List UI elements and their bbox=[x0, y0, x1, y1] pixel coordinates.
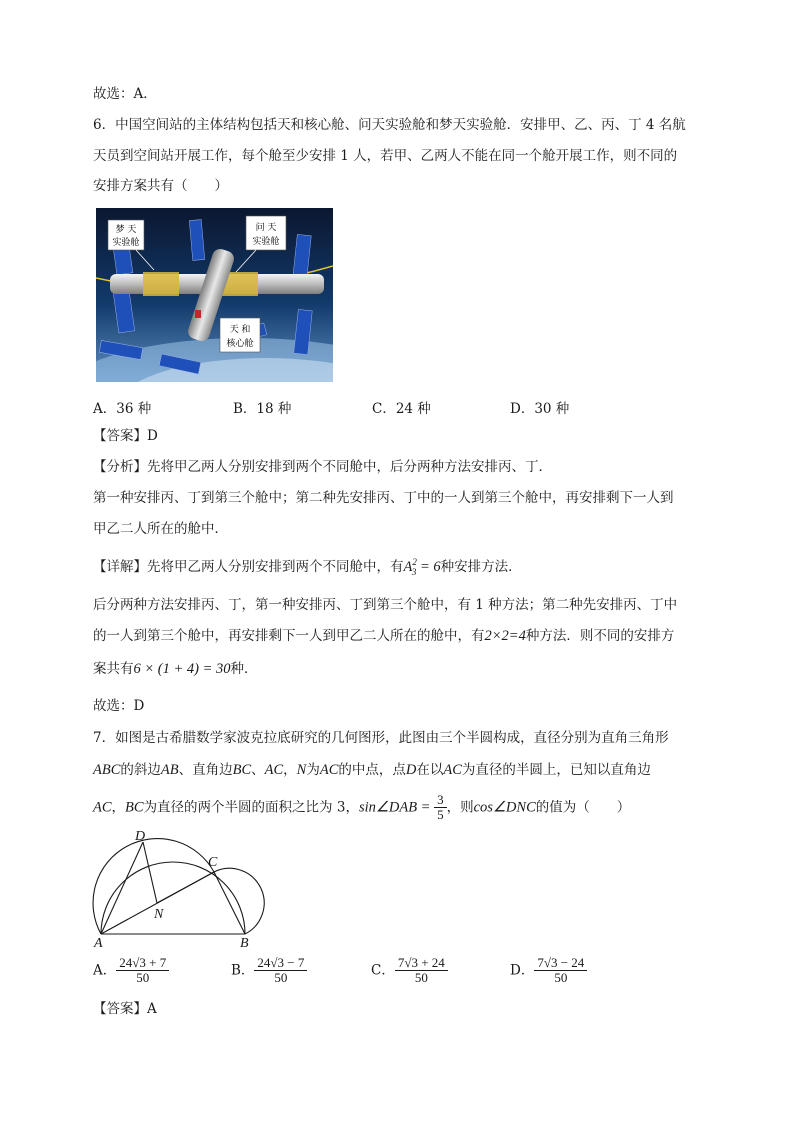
q6-stem-line3: 安排方案共有（ ） bbox=[93, 178, 228, 194]
q7-seg: 的值为（ ） bbox=[535, 799, 631, 816]
point-a-label: A bbox=[94, 936, 103, 948]
detail3-text-b: 种方法．则不同的安排方 bbox=[525, 628, 675, 644]
answer-value: D bbox=[147, 428, 158, 444]
analysis-tag: 【分析】 bbox=[93, 459, 147, 475]
answer-value: A bbox=[147, 1001, 157, 1017]
total-formula: 6 × (1 + 4) = 30 bbox=[133, 661, 231, 677]
q6-detail-line3 bbox=[93, 628, 674, 645]
point-b-label: B bbox=[240, 936, 249, 948]
q7-seg: 的中点，点 bbox=[338, 762, 406, 778]
q7-option-a bbox=[93, 956, 169, 986]
q7-seg: ABC bbox=[93, 762, 121, 778]
previous-choice: 故选：A． bbox=[93, 86, 157, 102]
q7-stem-line1: 7．如图是古希腊数学家波克拉底研究的几何图形，此图由三个半圆构成，直径分别为直角三角形 bbox=[93, 730, 669, 746]
q7-seg: ， bbox=[111, 799, 126, 816]
detail-tag: 【详解】 bbox=[93, 558, 147, 575]
q7-seg: 、直角边 bbox=[178, 762, 233, 778]
q7-seg: ，则 bbox=[446, 799, 474, 816]
wentian-label-line1: 问 天 bbox=[255, 223, 277, 233]
option-fraction: $\frac{24√3 + 7}{50}$ bbox=[116, 956, 169, 986]
q7-seg: N bbox=[296, 762, 307, 778]
detail4-text-b: 种． bbox=[230, 661, 258, 677]
point-n-label: N bbox=[154, 907, 164, 922]
q6-option-b: B．18 种 bbox=[233, 401, 292, 417]
option-letter: C． bbox=[371, 962, 395, 979]
q6-analysis-line2: 第一种安排丙、丁到第三个舱中；第二种先安排丙、丁中的一人到第三个舱中，再安排剩下一人到 bbox=[93, 490, 674, 506]
semicircles-figure bbox=[90, 826, 270, 948]
q7-option-b bbox=[231, 956, 307, 986]
point-d-label: D bbox=[135, 829, 146, 844]
mengtian-label-line2: 实验舱 bbox=[112, 238, 140, 248]
q7-seg: AC bbox=[443, 762, 462, 778]
q6-option-a: A．36 种 bbox=[93, 401, 152, 417]
answer-tag: 【答案】 bbox=[93, 428, 147, 444]
tianhe-label-line2: 核心舱 bbox=[226, 339, 254, 349]
q6-choose: 故选：D bbox=[93, 698, 145, 714]
q7-seg: 为直径的半圆上，已知以直角边 bbox=[461, 762, 651, 778]
q6-answer bbox=[93, 428, 158, 444]
permutation-formula: $A^2_3 = 6$ bbox=[403, 557, 441, 577]
q7-seg: D bbox=[405, 762, 417, 778]
q6-detail-line1 bbox=[93, 557, 522, 578]
q7-stem-line3 bbox=[93, 793, 630, 823]
option-fraction: $\frac{7√3 + 24}{50}$ bbox=[395, 956, 448, 986]
q7-seg: BC bbox=[125, 799, 144, 816]
option-fraction: $\frac{7√3 - 24}{50}$ bbox=[534, 956, 587, 986]
q6-detail-line4 bbox=[93, 661, 258, 678]
q7-seg: 在以 bbox=[416, 762, 444, 778]
detail3-text-a: 的一人到第三个舱中，再安排剩下一人到甲乙二人所在的舱中，有 bbox=[93, 628, 485, 644]
q7-stem-line2 bbox=[93, 762, 651, 779]
analysis-text: 先将甲乙两人分别安排到两个不同舱中，后分两种方法安排丙、丁． bbox=[147, 459, 552, 475]
space-station-image bbox=[96, 208, 333, 382]
option-letter: B． bbox=[231, 962, 255, 979]
q7-seg: BC bbox=[232, 762, 252, 778]
q7-seg: 、 bbox=[251, 762, 265, 778]
option-letter: D． bbox=[510, 962, 535, 979]
q6-stem-line2: 天员到空间站开展工作，每个舱至少安排 1 人，若甲、乙两人不能在同一个舱开展工作，则不同的 bbox=[93, 148, 678, 164]
tianhe-label-line1: 天 和 bbox=[229, 325, 251, 335]
q7-seg: AB bbox=[160, 762, 179, 778]
sine-fraction: $\frac{3}{5}$ bbox=[434, 793, 447, 823]
sine-condition: sin∠DAB = bbox=[358, 799, 435, 816]
q7-option-d bbox=[510, 956, 587, 986]
q6-stem-line1: 6．中国空间站的主体结构包括天和核心舱、问天实验舱和梦天实验舱．安排甲、乙、丙、丁 4 名航 bbox=[93, 117, 686, 133]
wentian-label-line2: 实验舱 bbox=[252, 237, 280, 247]
q7-seg: 为直径的两个半圆的面积之比为 3， bbox=[143, 799, 359, 816]
q7-seg: AC bbox=[93, 799, 112, 816]
q7-option-c bbox=[371, 956, 448, 986]
cos-target: cos∠DNC bbox=[473, 799, 536, 816]
detail4-text-a: 案共有 bbox=[93, 661, 134, 677]
option-fraction: $\frac{24√3 - 7}{50}$ bbox=[254, 956, 307, 986]
q6-analysis-line3: 甲乙二人所在的舱中． bbox=[93, 521, 228, 537]
answer-tag: 【答案】 bbox=[93, 1001, 147, 1017]
detail-text-a: 先将甲乙两人分别安排到两个不同舱中，有 bbox=[147, 558, 404, 575]
option-letter: A． bbox=[93, 962, 117, 979]
q7-seg: 的斜边 bbox=[120, 762, 161, 778]
detail-text-b: 种安排方法． bbox=[440, 558, 522, 575]
q7-seg: AC bbox=[264, 762, 284, 778]
q7-seg: AC bbox=[319, 762, 339, 778]
product-formula: 2×2=4 bbox=[484, 628, 526, 644]
q6-option-d: D．30 种 bbox=[510, 401, 570, 417]
q6-detail-line2: 后分两种方法安排丙、丁，第一种安排丙、丁到第三个舱中，有 1 种方法；第二种先安排丙、丁中 bbox=[93, 597, 678, 613]
q6-analysis-line1 bbox=[93, 459, 552, 475]
q6-option-c: C．24 种 bbox=[372, 401, 431, 417]
mengtian-label-line1: 梦 天 bbox=[115, 225, 137, 235]
point-c-label: C bbox=[208, 855, 218, 870]
q7-answer bbox=[93, 1001, 157, 1017]
q7-seg: ， bbox=[283, 762, 297, 778]
q7-seg: 为 bbox=[306, 762, 320, 778]
